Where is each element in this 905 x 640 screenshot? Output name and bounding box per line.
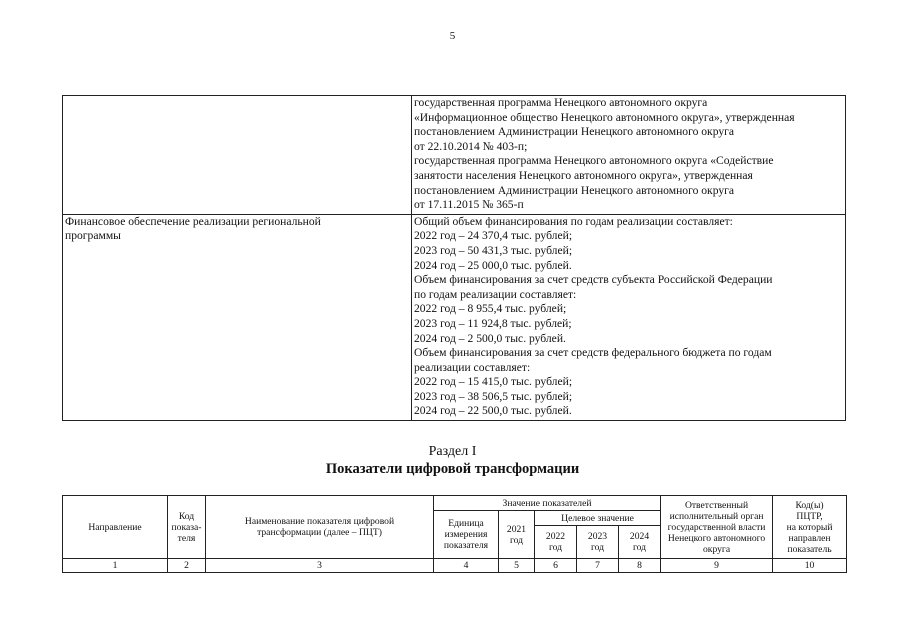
text-line: от 22.10.2014 № 403-п; — [414, 139, 528, 153]
info-row2-value — [412, 214, 846, 420]
text-line: показатель — [787, 543, 832, 555]
text-line: программы — [65, 229, 121, 243]
text-line: 2021 — [506, 523, 527, 535]
column-numbers-row — [63, 559, 847, 573]
text-line: направлен — [788, 532, 831, 544]
indicators-table — [62, 495, 847, 573]
text-line: 2022 год – 8 955,4 тыс. рублей; — [414, 302, 567, 316]
text-line: 2023 год – 50 431,3 тыс. рублей; — [414, 243, 573, 257]
text-line: 2022 год – 24 370,4 тыс. рублей; — [414, 229, 573, 243]
text-line: реализации составляет: — [414, 360, 531, 374]
table-header-row — [63, 496, 847, 511]
header-year-2023 — [577, 526, 619, 559]
text-line: 2022 год – 15 415,0 тыс. рублей; — [414, 375, 573, 389]
text-line: 2024 — [629, 531, 650, 542]
text-line: занятости населения Ненецкого автономного округа», утвержденная — [414, 168, 753, 182]
text-line: 2024 год – 22 500,0 тыс. рублей. — [414, 404, 572, 418]
text-line: исполнительный орган — [669, 510, 764, 522]
header-values-group: Значение показателей — [434, 496, 661, 511]
text-line: 2022 — [545, 531, 566, 542]
column-number: 4 — [434, 559, 499, 573]
text-line: постановлением Администрации Ненецкого автономного округа — [414, 125, 735, 139]
table-row — [63, 214, 846, 420]
section-heading — [0, 443, 905, 478]
section-title: Показатели цифровой трансформации — [325, 461, 580, 477]
column-number: 1 — [63, 559, 168, 573]
header-direction: Направление — [63, 496, 168, 559]
text-line: Объем финансирования за счет средств федерального бюджета по годам — [414, 346, 772, 360]
text-line: Финансовое обеспечение реализации региональной — [65, 214, 321, 228]
section-number: Раздел I — [428, 444, 477, 459]
column-number: 2 — [168, 559, 206, 573]
column-number: 3 — [206, 559, 434, 573]
column-number: 7 — [577, 559, 619, 573]
header-base-year — [499, 511, 535, 559]
table-row — [63, 96, 846, 215]
text-line: государственная программа Ненецкого автономного округа — [414, 96, 708, 109]
text-line: Единица — [448, 518, 484, 529]
text-line: Код — [178, 510, 195, 522]
text-line: «Информационное общество Ненецкого автономного округа», утвержденная — [414, 110, 795, 124]
text-line: 2023 год – 11 924,8 тыс. рублей; — [414, 316, 572, 330]
text-line: теля — [177, 532, 196, 544]
text-line: год — [632, 542, 647, 553]
info-row1-label — [63, 96, 412, 215]
text-line: по годам реализации составляет: — [414, 287, 577, 301]
header-indicator-name — [206, 496, 434, 559]
column-number: 10 — [773, 559, 847, 573]
header-unit — [434, 511, 499, 559]
text-line: от 17.11.2015 № 365-п — [414, 198, 524, 212]
text-line: измерения — [444, 529, 488, 540]
column-number: 6 — [535, 559, 577, 573]
text-line: Код(ы) — [795, 499, 824, 511]
page-number: 5 — [449, 30, 456, 42]
text-line: 2024 год – 25 000,0 тыс. рублей. — [414, 258, 572, 272]
text-line: Общий объем финансирования по годам реализации составляет: — [414, 214, 733, 228]
text-line: ПЦТР, — [796, 510, 823, 522]
text-line: государственной власти — [667, 521, 766, 533]
column-number: 5 — [499, 559, 535, 573]
header-responsible — [661, 496, 773, 559]
text-line: 2023 — [587, 531, 608, 542]
header-year-2024 — [619, 526, 661, 559]
info-row2-label — [63, 214, 412, 420]
text-line: 2024 год – 2 500,0 тыс. рублей. — [414, 331, 566, 345]
program-info-table — [62, 95, 846, 421]
text-line: год — [509, 534, 524, 546]
header-ptsr-code — [773, 496, 847, 559]
text-line: показателя — [443, 540, 489, 551]
text-line: год — [548, 542, 563, 553]
header-year-2022 — [535, 526, 577, 559]
column-number: 8 — [619, 559, 661, 573]
text-line: Наименование показателя цифровой — [244, 516, 395, 527]
text-line: трансформации (далее – ПЦТ) — [257, 527, 382, 538]
text-line: Ненецкого автономного — [667, 532, 766, 544]
text-line: 2023 год – 38 506,5 тыс. рублей; — [414, 389, 573, 403]
info-row1-value — [412, 96, 846, 215]
text-line: государственная программа Ненецкого автономного округа «Содействие — [414, 154, 774, 168]
text-line: округа — [702, 543, 731, 555]
column-number: 9 — [661, 559, 773, 573]
text-line: год — [590, 542, 605, 553]
text-line: Объем финансирования за счет средств субъекта Российской Федерации — [414, 273, 773, 287]
text-line: постановлением Администрации Ненецкого автономного округа — [414, 183, 735, 197]
header-code — [168, 496, 206, 559]
text-line: Ответственный — [684, 499, 749, 511]
text-line: на который — [786, 521, 833, 533]
header-target-group: Целевое значение — [535, 511, 661, 526]
text-line: показа- — [171, 521, 202, 533]
